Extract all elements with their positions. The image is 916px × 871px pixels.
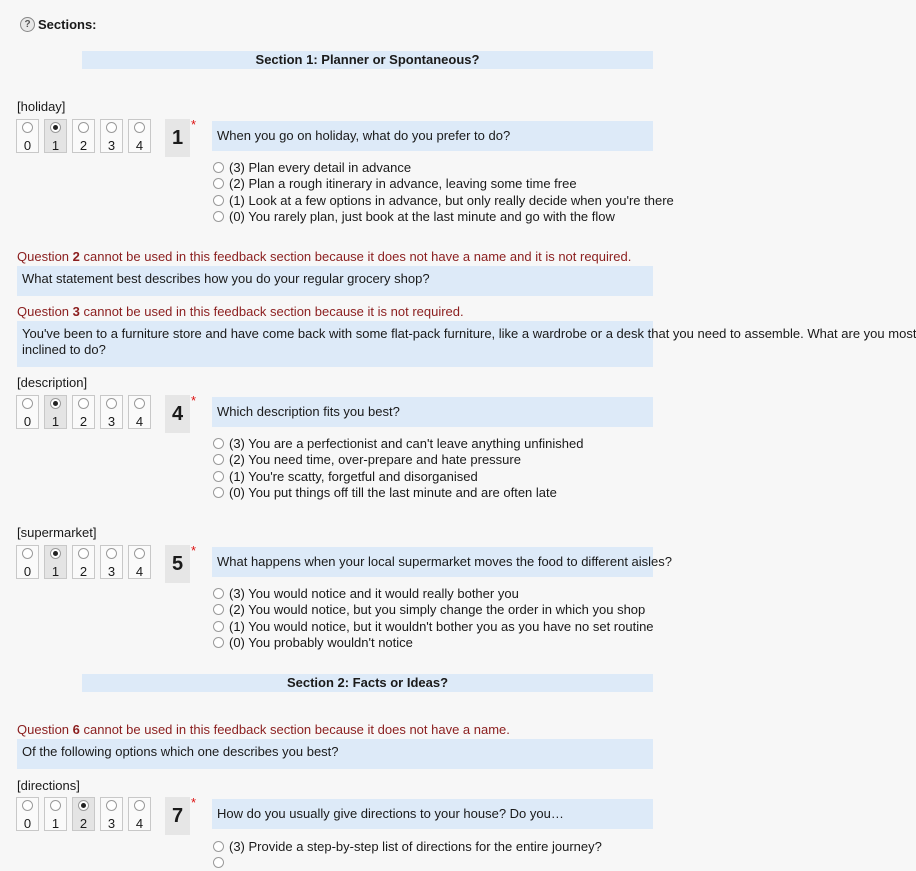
scale-option[interactable] — [44, 395, 67, 429]
question-number: 4 — [165, 395, 190, 433]
question-text: How do you usually give directions to your house? Do you… — [212, 799, 653, 829]
scale-option[interactable] — [128, 797, 151, 831]
scale-radio[interactable] — [106, 398, 117, 409]
scale-radio[interactable] — [22, 548, 33, 559]
scale-value: 2 — [73, 414, 94, 429]
scale-value: 4 — [129, 564, 150, 579]
scale-value: 1 — [45, 564, 66, 579]
question-tag: [supermarket] — [17, 525, 96, 540]
question-text: When you go on holiday, what do you prefer to do? — [212, 121, 653, 151]
scale-value: 0 — [17, 414, 38, 429]
question-text: What happens when your local supermarket moves the food to different aisles? — [212, 547, 653, 577]
scale-radio[interactable] — [106, 800, 117, 811]
scale-radio[interactable] — [106, 122, 117, 133]
scale-radio[interactable] — [134, 800, 145, 811]
question-text: Which description fits you best? — [212, 397, 653, 427]
scale-option[interactable] — [100, 395, 123, 429]
answer-option[interactable] — [213, 485, 653, 502]
answer-radio[interactable] — [213, 588, 224, 599]
scale-value: 1 — [45, 816, 66, 831]
option-list — [213, 159, 653, 225]
scale-option[interactable] — [128, 119, 151, 153]
scale-value: 3 — [101, 564, 122, 579]
answer-label: (0) You rarely plan, just book at the last minute and go with the flow — [229, 209, 615, 224]
scale-radio[interactable] — [22, 800, 33, 811]
scale-option[interactable] — [44, 119, 67, 153]
answer-label: (3) You are a perfectionist and can't leave anything unfinished — [229, 436, 583, 451]
scale-value: 3 — [101, 816, 122, 831]
sections-header — [20, 17, 97, 32]
notice-question-number: 2 — [73, 249, 80, 264]
scale-option[interactable] — [100, 797, 123, 831]
scale-radio[interactable] — [78, 398, 89, 409]
answer-radio[interactable] — [213, 637, 224, 648]
answer-label: (2) Plan a rough itinerary in advance, leaving some time free — [229, 176, 577, 191]
scale-radio[interactable] — [50, 122, 61, 133]
answer-label: (2) You would notice, but you simply change the order in which you shop — [229, 602, 645, 617]
option-list — [213, 838, 653, 871]
option-list — [213, 585, 653, 651]
required-marker: * — [191, 393, 196, 408]
scale-value: 0 — [17, 138, 38, 153]
scale-option[interactable] — [44, 797, 67, 831]
scale-option[interactable] — [16, 395, 39, 429]
answer-option[interactable] — [213, 585, 653, 602]
help-icon[interactable]: ? — [20, 17, 35, 32]
answer-radio[interactable] — [213, 454, 224, 465]
scale-radio[interactable] — [22, 398, 33, 409]
question-text-line: You've been to a furniture store and have come back with some flat-pack furniture, like a wardrobe or a desk that you need to assemble. What are you most — [22, 326, 653, 342]
answer-option[interactable] — [213, 618, 653, 635]
scale-option[interactable] — [72, 797, 95, 831]
answer-radio[interactable] — [213, 621, 224, 632]
section-heading-2: Section 2: Facts or Ideas? — [82, 674, 653, 692]
question-tag: [description] — [17, 375, 87, 390]
scale-radio[interactable] — [106, 548, 117, 559]
answer-option[interactable] — [213, 452, 653, 469]
answer-label: (3) Plan every detail in advance — [229, 160, 411, 175]
answer-option[interactable] — [213, 635, 653, 652]
question-text-line: inclined to do? — [22, 342, 653, 358]
scale-radio[interactable] — [78, 548, 89, 559]
scale-value: 4 — [129, 816, 150, 831]
scale-radio[interactable] — [134, 122, 145, 133]
answer-option[interactable] — [213, 855, 653, 871]
question-tag: [directions] — [17, 778, 80, 793]
question-text: What statement best describes how you do your regular grocery shop? — [17, 266, 653, 296]
question-number: 5 — [165, 545, 190, 583]
scale-selector — [16, 395, 156, 429]
notice-message: Question 2 cannot be used in this feedback section because it does not have a name and it is not required. — [17, 249, 631, 264]
answer-radio[interactable] — [213, 471, 224, 482]
answer-label: (0) You put things off till the last minute and are often late — [229, 485, 557, 500]
question-number: 1 — [165, 119, 190, 157]
answer-radio[interactable] — [213, 487, 224, 498]
scale-value: 2 — [73, 138, 94, 153]
scale-radio[interactable] — [22, 122, 33, 133]
scale-radio[interactable] — [50, 548, 61, 559]
scale-option[interactable] — [128, 545, 151, 579]
scale-value: 2 — [73, 564, 94, 579]
section-heading-1: Section 1: Planner or Spontaneous? — [82, 51, 653, 69]
question-tag: [holiday] — [17, 99, 65, 114]
question-text: Of the following options which one describes you best? — [17, 739, 653, 769]
answer-label: (1) You're scatty, forgetful and disorganised — [229, 469, 478, 484]
scale-option[interactable] — [72, 545, 95, 579]
scale-value: 3 — [101, 414, 122, 429]
scale-value: 0 — [17, 564, 38, 579]
scale-value: 4 — [129, 414, 150, 429]
answer-radio[interactable] — [213, 438, 224, 449]
scale-option[interactable] — [16, 545, 39, 579]
answer-option[interactable] — [213, 192, 653, 209]
scale-option[interactable] — [100, 545, 123, 579]
notice-question-number: 6 — [73, 722, 80, 737]
scale-option[interactable] — [72, 119, 95, 153]
answer-label: (3) Provide a step-by-step list of directions for the entire journey? — [229, 839, 602, 854]
answer-option[interactable] — [213, 176, 653, 193]
scale-option[interactable] — [128, 395, 151, 429]
scale-option[interactable] — [44, 545, 67, 579]
sections-title: Sections: — [38, 17, 97, 32]
notice-question-number: 3 — [73, 304, 80, 319]
answer-option[interactable] — [213, 468, 653, 485]
question-text-block — [17, 321, 653, 367]
notice-message: Question 6 cannot be used in this feedback section because it does not have a name. — [17, 722, 510, 737]
question-number: 7 — [165, 797, 190, 835]
answer-label: (3) You would notice and it would really bother you — [229, 586, 519, 601]
scale-value: 1 — [45, 138, 66, 153]
answer-radio[interactable] — [213, 162, 224, 173]
scale-radio[interactable] — [78, 122, 89, 133]
scale-option[interactable] — [100, 119, 123, 153]
scale-value: 2 — [73, 816, 94, 831]
scale-selector — [16, 119, 156, 153]
answer-label: (0) You probably wouldn't notice — [229, 635, 413, 650]
answer-label: (1) You would notice, but it wouldn't bother you as you have no set routine — [229, 619, 654, 634]
scale-option[interactable] — [72, 395, 95, 429]
scale-value: 1 — [45, 414, 66, 429]
notice-message: Question 3 cannot be used in this feedback section because it is not required. — [17, 304, 464, 319]
answer-label: (2) You need time, over-prepare and hate pressure — [229, 452, 521, 467]
scale-radio[interactable] — [50, 398, 61, 409]
option-list — [213, 435, 653, 501]
scale-radio[interactable] — [78, 800, 89, 811]
answer-option[interactable] — [213, 838, 653, 855]
scale-value: 4 — [129, 138, 150, 153]
required-marker: * — [191, 795, 196, 810]
answer-option[interactable] — [213, 602, 653, 619]
answer-option[interactable] — [213, 209, 653, 226]
scale-selector — [16, 797, 156, 831]
answer-label: (1) Look at a few options in advance, but only really decide when you're there — [229, 193, 674, 208]
answer-option[interactable] — [213, 435, 653, 452]
answer-radio[interactable] — [213, 604, 224, 615]
answer-radio[interactable] — [213, 178, 224, 189]
scale-option[interactable] — [16, 797, 39, 831]
answer-radio[interactable] — [213, 857, 224, 868]
answer-radio[interactable] — [213, 211, 224, 222]
scale-radio[interactable] — [134, 548, 145, 559]
scale-value: 3 — [101, 138, 122, 153]
scale-radio[interactable] — [134, 398, 145, 409]
answer-option[interactable] — [213, 159, 653, 176]
scale-radio[interactable] — [50, 800, 61, 811]
answer-radio[interactable] — [213, 841, 224, 852]
required-marker: * — [191, 117, 196, 132]
required-marker: * — [191, 543, 196, 558]
scale-option[interactable] — [16, 119, 39, 153]
scale-selector — [16, 545, 156, 579]
scale-value: 0 — [17, 816, 38, 831]
answer-radio[interactable] — [213, 195, 224, 206]
